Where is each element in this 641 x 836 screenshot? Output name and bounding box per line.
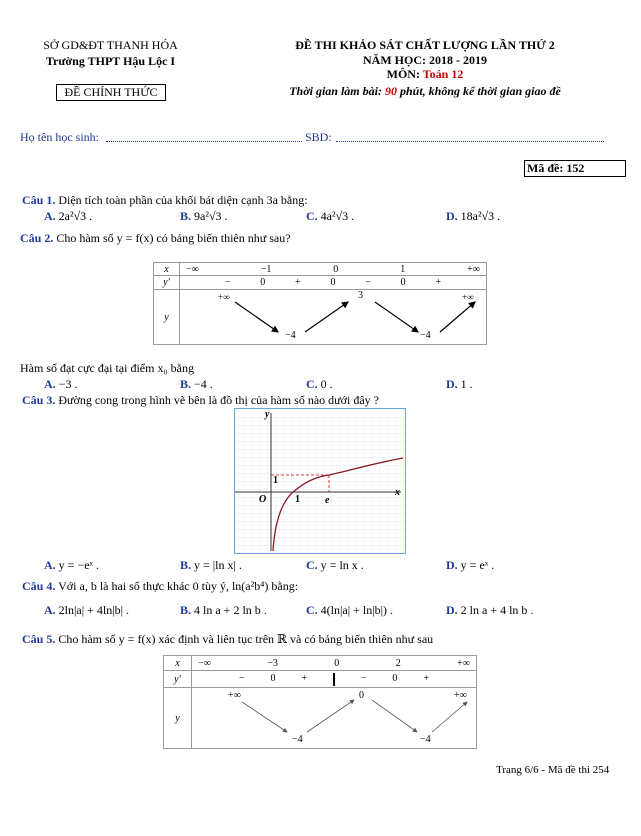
official-badge: ĐỀ CHÍNH THỨC: [56, 84, 166, 101]
q5-x-0: −∞: [198, 657, 211, 669]
q3-x-axis-label: x: [395, 487, 400, 498]
q5-yp-label: y′: [164, 671, 192, 688]
q5-x-4: +∞: [457, 657, 470, 669]
q3-graph: [234, 408, 406, 554]
time-prefix: Thời gian làm bài:: [289, 84, 382, 98]
q5-label: Câu 5.: [22, 632, 56, 646]
q3-tick-one-x: 1: [295, 494, 300, 505]
q2-x-0: −∞: [186, 263, 199, 275]
q5-stem: [22, 632, 433, 647]
q3-origin-label: O: [259, 494, 267, 505]
q2-label: Câu 2.: [20, 231, 54, 245]
q3-tick-one-y: 1: [273, 475, 278, 486]
q2-yp-6: +: [435, 277, 442, 288]
q3-y-axis-label: y: [265, 409, 270, 420]
q1-option-c[interactable]: C. 4a²√3 .: [306, 209, 355, 223]
q3-label: Câu 3.: [22, 393, 56, 407]
q2-y-label: y: [154, 290, 180, 345]
q5-y-4: +∞: [454, 690, 467, 701]
q5-x-2: 0: [334, 657, 340, 669]
q3-option-a[interactable]: A. y = −eˣ .: [44, 558, 100, 572]
q5-variation-table: [163, 655, 477, 749]
subject-label: MÔN:: [386, 67, 420, 81]
q2-option-b[interactable]: B. −4 .: [180, 377, 213, 391]
q2-text: Cho hàm số y = f(x) có bảng biến thiên như sau?: [56, 231, 291, 245]
q2-y-3: −4: [420, 330, 431, 341]
school-year: NĂM HỌC: 2018 - 2019: [363, 53, 487, 67]
q4-option-d[interactable]: D. 2 ln a + 4 ln b .: [446, 603, 534, 617]
q2-yp-label: y′: [154, 276, 180, 290]
q2-yp-4: −: [365, 277, 371, 288]
q2-y-2: 3: [358, 290, 363, 301]
q2-x-1: −1: [260, 263, 272, 275]
q4-label: Câu 4.: [22, 579, 56, 593]
q1-option-a[interactable]: A. 2a²√3 .: [44, 209, 93, 223]
q5-yp-break: [333, 673, 335, 686]
q5-text: Cho hàm số y = f(x) xác định và liên tục trên ℝ và có bảng biến thiên như sau: [58, 632, 434, 646]
school-name: Trường THPT Hậu Lộc I: [45, 54, 176, 68]
q5-y-0: +∞: [228, 690, 241, 701]
q5-yp-4: 0: [392, 672, 398, 684]
q2-x-4: +∞: [467, 263, 480, 275]
q2-variation-table: [153, 262, 487, 345]
q2-x-label: x: [154, 263, 180, 276]
q5-yp-2: +: [301, 672, 308, 684]
q4-option-c[interactable]: C. 4(ln|a| + ln|b|) .: [306, 603, 394, 617]
q1-text: Diện tích toàn phần của khối bát diện cạnh 3a bằng:: [58, 193, 308, 207]
q5-yp-3: −: [360, 672, 367, 684]
q3-option-c[interactable]: C. y = ln x .: [306, 558, 364, 572]
q5-yp-0: −: [238, 672, 245, 684]
q2-yp-0: −: [224, 277, 231, 288]
q2-yp-1: 0: [260, 277, 266, 288]
sbd-field[interactable]: [336, 131, 604, 142]
q2-yp-5: 0: [400, 277, 406, 288]
q4-option-b[interactable]: B. 4 ln a + 2 ln b .: [180, 603, 267, 617]
q4-stem: [22, 579, 298, 594]
q5-yp-5: +: [423, 672, 429, 684]
q2-stem: [20, 231, 291, 246]
q2-yp-3: 0: [330, 277, 336, 288]
q2-y-4: +∞: [462, 292, 474, 302]
time-suffix: phút, không kể thời gian giao đề: [399, 84, 561, 98]
subject-value: Toán 12: [422, 67, 464, 81]
q3-text: Đường cong trong hình vẽ bên là đồ thị của hàm số nào dưới đây ?: [58, 393, 379, 407]
q5-y-2: 0: [359, 690, 364, 701]
q5-x-1: −3: [267, 657, 278, 669]
q5-y-1: −4: [292, 734, 303, 745]
q2-option-c[interactable]: C. 0 .: [306, 377, 333, 391]
q4-option-a[interactable]: A. 2ln|a| + 4ln|b| .: [44, 603, 130, 617]
q2-option-d[interactable]: D. 1 .: [446, 377, 473, 391]
q5-x-3: 2: [395, 657, 401, 669]
school-dept: SỞ GD&ĐT THANH HÓA: [43, 38, 178, 52]
q1-label: Câu 1.: [22, 193, 56, 207]
q5-y-3: −4: [420, 734, 431, 745]
q3-option-d[interactable]: D. y = eˣ .: [446, 558, 495, 572]
q3-option-b[interactable]: B. y = |ln x| .: [180, 558, 242, 572]
q5-x-label: x: [164, 656, 192, 671]
exam-title: ĐỀ THI KHẢO SÁT CHẤT LƯỢNG LẦN THỨ 2: [295, 38, 555, 52]
q3-stem: [22, 393, 379, 408]
subject-line: [240, 67, 610, 82]
q2-y-1: −4: [285, 330, 296, 341]
q1-option-d[interactable]: D. 18a²√3 .: [446, 209, 501, 223]
q5-y-label: y: [164, 688, 192, 749]
q2-question: Hàm số đạt cực đại tại điểm x₀ bằng: [20, 361, 194, 375]
q2-x-3: 1: [400, 263, 406, 275]
q2-yp-2: +: [295, 277, 301, 288]
q2-x-2: 0: [333, 263, 339, 275]
exam-code: Mã đề: 152: [524, 160, 626, 177]
sbd-label: SBD:: [305, 130, 332, 144]
student-name-label: Họ tên học sinh:: [20, 130, 99, 144]
page-footer: Trang 6/6 - Mã đề thi 254: [496, 764, 610, 776]
q5-yp-1: 0: [270, 672, 276, 684]
q1-stem: [22, 193, 308, 208]
q3-tick-e: e: [325, 495, 330, 506]
q4-text: Với a, b là hai số thực khác 0 tùy ý, ln(a²b⁴) bằng:: [58, 579, 299, 593]
q1-option-b[interactable]: B. 9a²√3 .: [180, 209, 228, 223]
time-line: [240, 84, 610, 99]
q2-y-0: +∞: [218, 292, 230, 302]
q2-option-a[interactable]: A. −3 .: [44, 377, 78, 391]
time-value: 90: [384, 84, 397, 98]
student-name-field[interactable]: [106, 131, 302, 142]
